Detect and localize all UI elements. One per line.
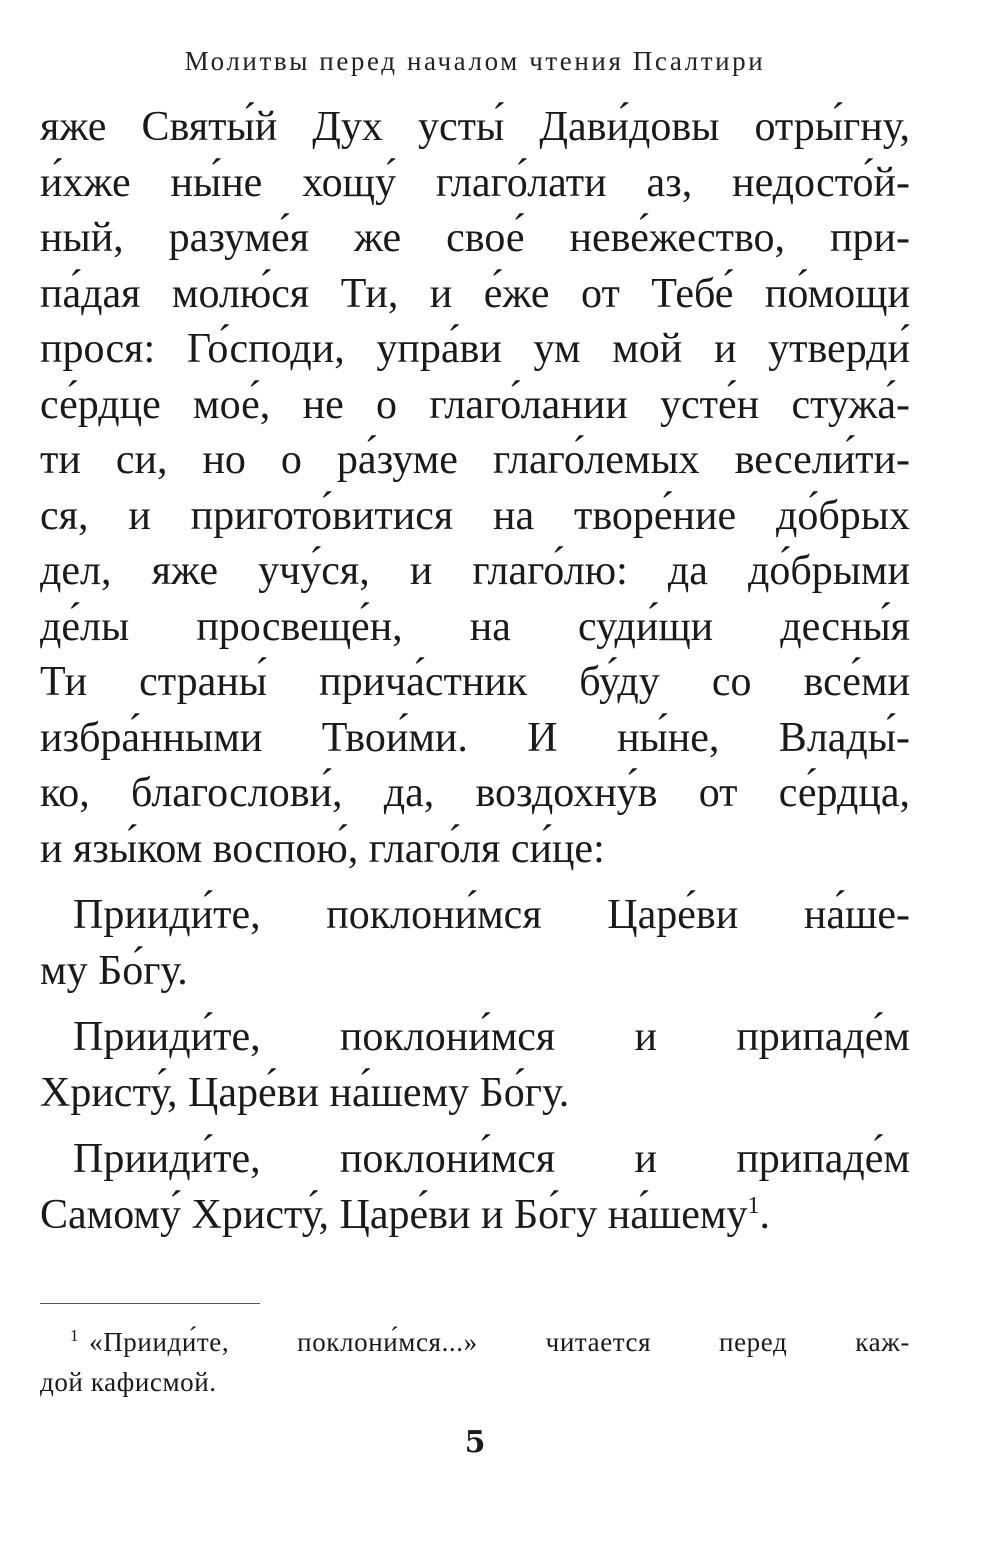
text-line: Ти страны́ прича́стник бу́ду со все́ми xyxy=(40,659,910,705)
main-text xyxy=(40,100,910,1243)
footnote-divider xyxy=(40,1303,260,1304)
footnote-marker: 1 xyxy=(70,1326,80,1345)
paragraph-gap xyxy=(40,877,910,888)
text-line: Прииди́те, поклони́мся Царе́ви на́ше- xyxy=(73,892,910,938)
footnote xyxy=(40,1322,910,1402)
text-line: ся, и пригото́витися на творе́ние до́брых xyxy=(40,492,910,539)
text-line: Прииди́те, поклони́мся и припаде́м xyxy=(73,1136,910,1182)
text-line: яже Святы́й Дух усты́ Дави́довы отры́гну, xyxy=(40,104,910,150)
text-line: прося: Го́споди, упра́ви ум мой и утверди́ xyxy=(40,326,910,372)
text-line: Христу́, Царе́ви на́шему Бо́гу. xyxy=(40,1069,570,1116)
text-line: ти си, но о ра́зуме глаго́лемых весели́ти- xyxy=(40,437,910,483)
text-line: ный, разуме́я же свое́ неве́жество, при- xyxy=(40,215,910,261)
text-line: и язы́ком воспою́, глаго́ля си́це: xyxy=(40,825,605,872)
text-line: па́дая молю́ся Ти, и е́же от Тебе́ по́мощи xyxy=(40,270,910,317)
page-number: 5 xyxy=(464,1425,486,1460)
text-line: Прииди́те, поклони́мся и припаде́м xyxy=(73,1014,910,1060)
book-page xyxy=(40,0,910,1550)
footnote-line xyxy=(40,1322,910,1362)
text-line: се́рдце мое́, не о глаго́лании усте́н стужа́- xyxy=(40,381,910,428)
text-line xyxy=(40,1188,910,1244)
paragraph-gap xyxy=(40,1121,910,1132)
text-line: и́хже ны́не хощу́ глаго́лати аз, недосто́й- xyxy=(40,159,910,206)
text-line: дел, яже учу́ся, и глаго́лю: да до́брыми xyxy=(40,548,910,594)
final-period: . xyxy=(759,1191,770,1238)
running-title: Молитвы перед началом чтения Псалтири xyxy=(184,46,766,76)
footnote-reference[interactable]: 1 xyxy=(747,1192,760,1219)
text-line: де́лы просвеще́н, на суди́щи десны́я xyxy=(40,603,910,650)
paragraph-gap xyxy=(40,999,910,1010)
footnote-line: дой кафисмой. xyxy=(40,1367,217,1397)
text-line-content: Самому́ Христу́, Царе́ви и Бо́гу на́шему xyxy=(40,1191,748,1238)
text-line: му Бо́гу. xyxy=(40,947,188,994)
text-line: избра́нными Твои́ми. И ны́не, Влады́- xyxy=(40,714,910,761)
text-line: ко, благослови́, да, воздохну́в от се́рдца, xyxy=(40,770,910,816)
footnote-text: «Прииди́те, поклони́мся...» читается перед каж- xyxy=(89,1327,910,1357)
